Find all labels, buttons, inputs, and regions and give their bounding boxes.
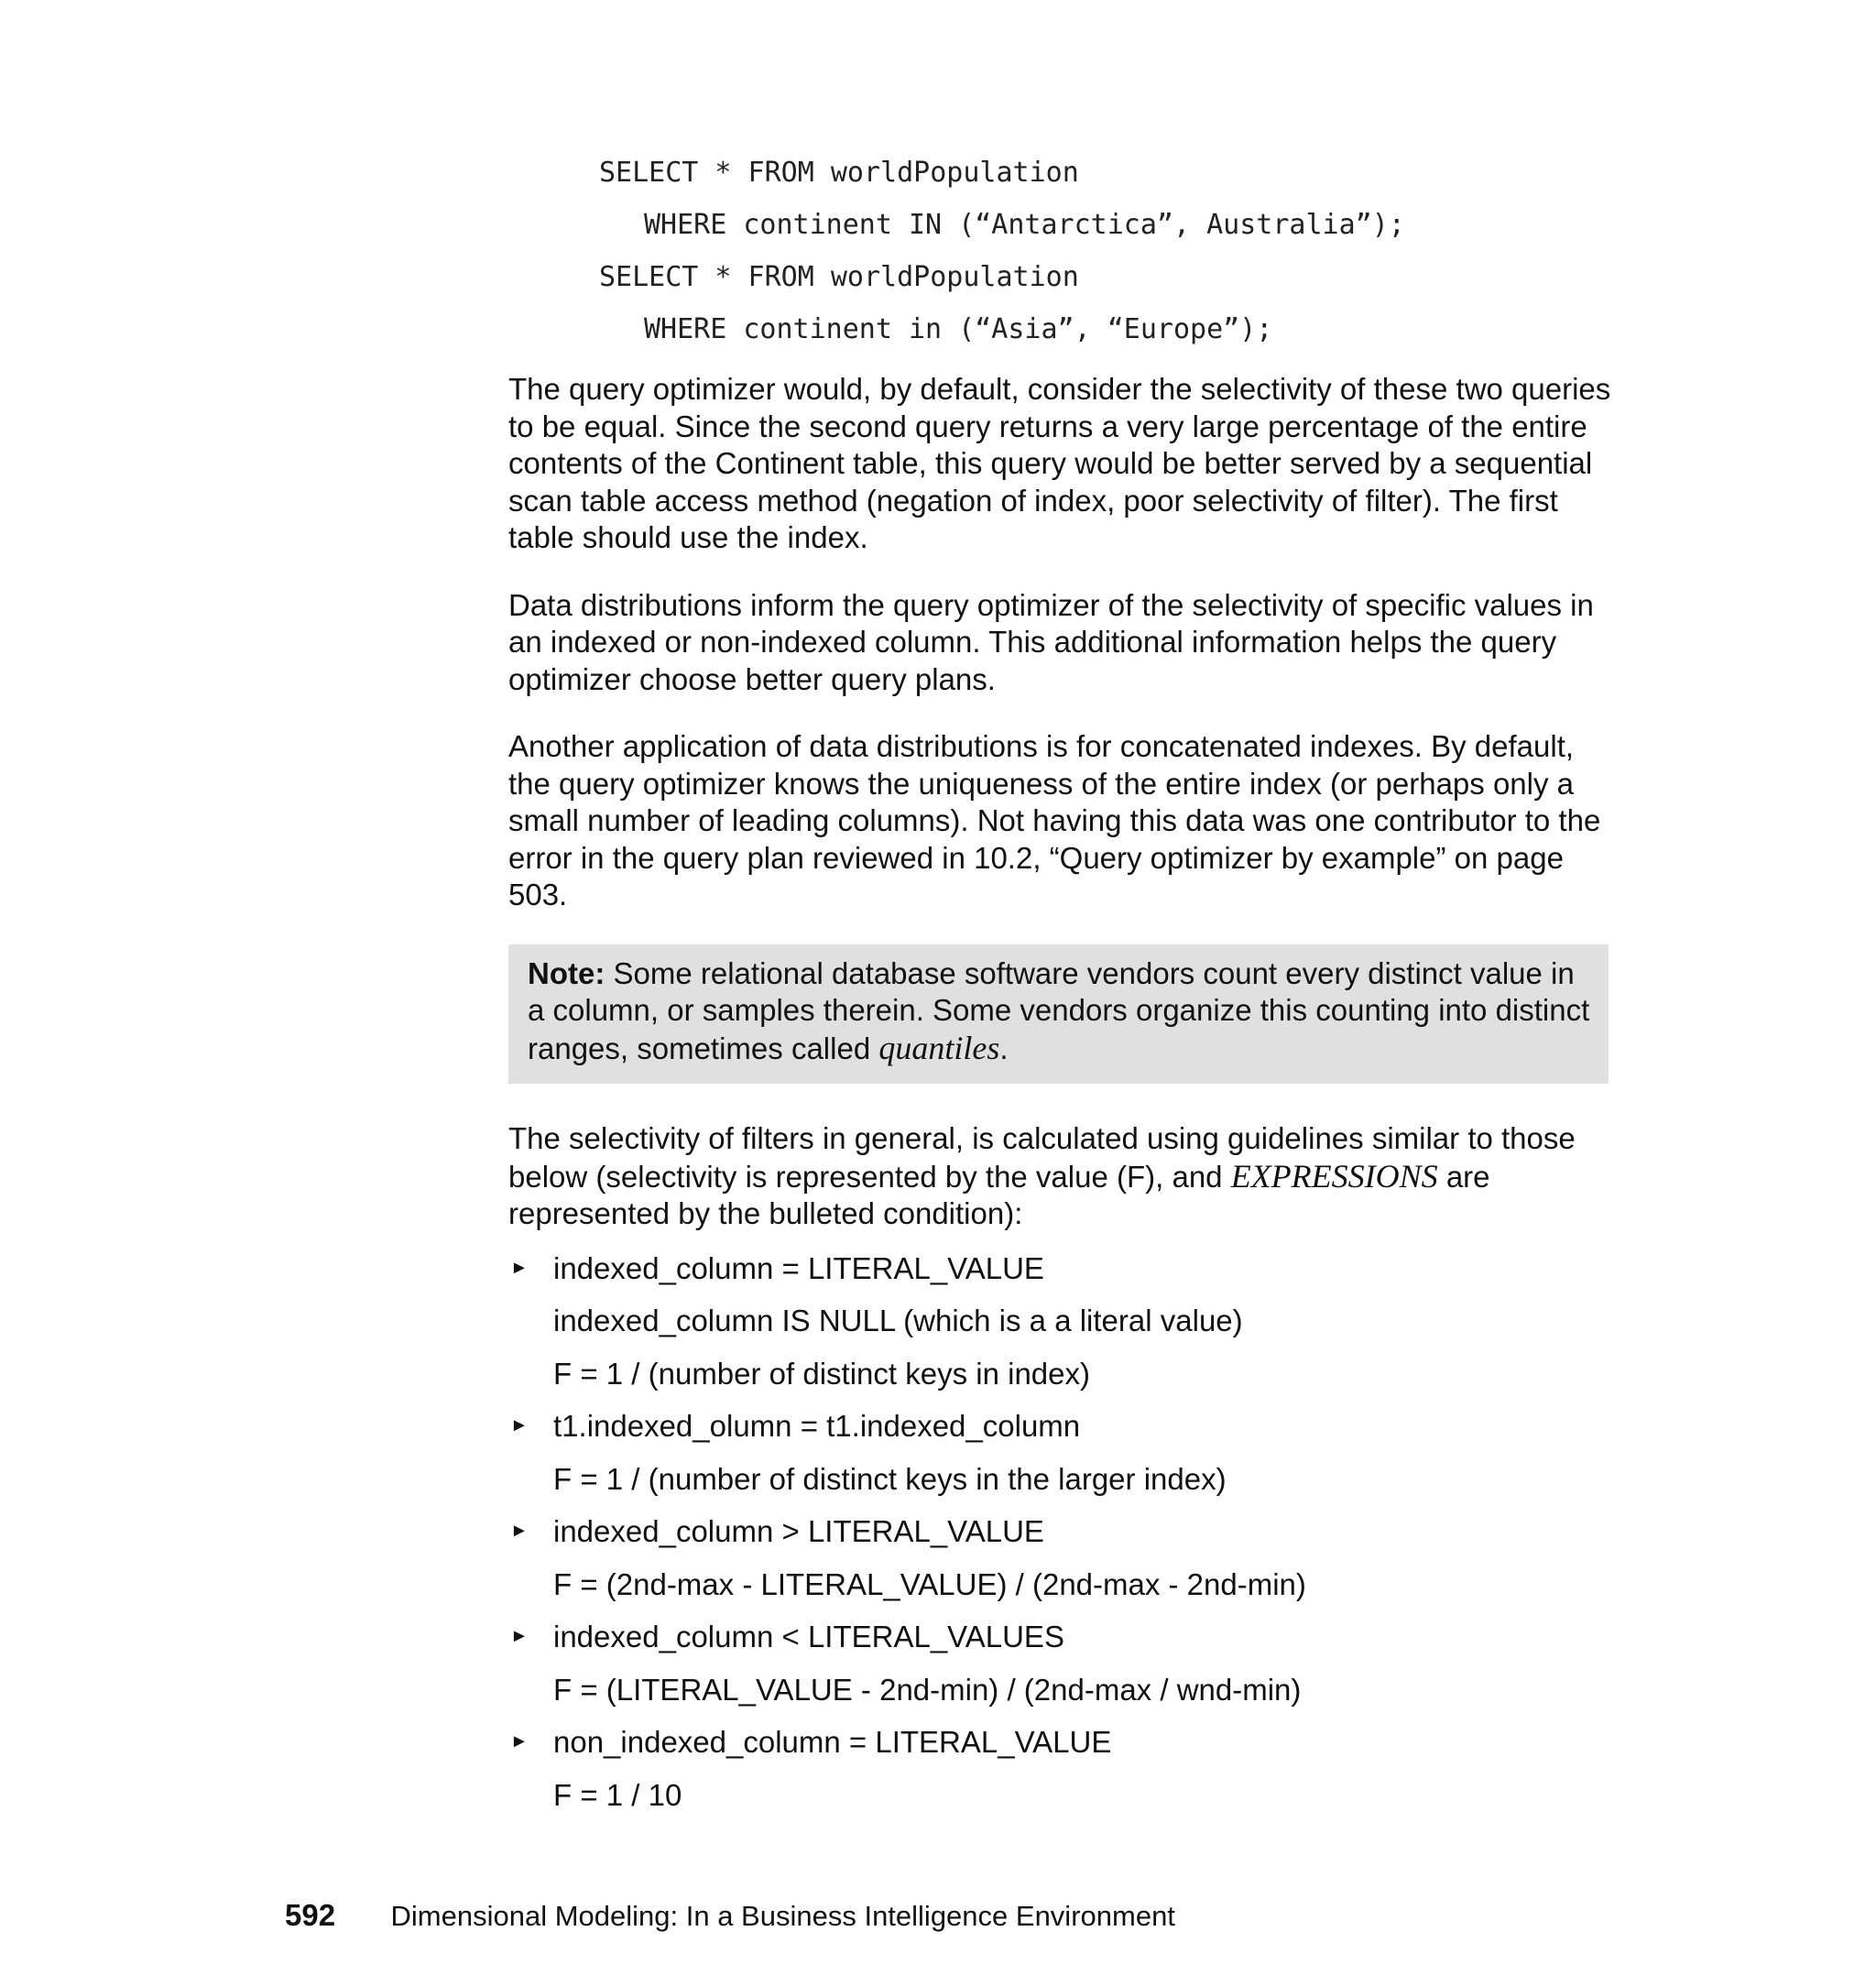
code-line: SELECT * FROM worldPopulation — [599, 261, 1079, 293]
bullet-list — [508, 1242, 1617, 1822]
body-text — [508, 371, 1617, 1821]
bullet-triangle-icon: ► — [510, 1415, 529, 1435]
list-item — [508, 1242, 1617, 1401]
book-title: Dimensional Modeling: In a Business Intelligence Environment — [390, 1900, 1175, 1932]
bullet-triangle-icon: ► — [510, 1731, 529, 1751]
note-box — [508, 944, 1609, 1085]
paragraph: Data distributions inform the query optimizer of the selectivity of specific values in an indexed or non-indexed column. This additional information helps the query optimizer choose better query plans. — [508, 587, 1594, 696]
bullet-line: indexed_column = LITERAL_VALUE — [553, 1250, 1044, 1285]
code-line: WHERE continent IN (“Antarctica”, Australia”); — [644, 209, 1405, 241]
bullet-line: indexed_column > LITERAL_VALUE — [553, 1514, 1044, 1548]
code-line: WHERE continent in (“Asia”, “Europe”); — [644, 313, 1273, 345]
bullet-line: F = (2nd-max - LITERAL_VALUE) / (2nd-max - 2nd-min) — [553, 1566, 1306, 1601]
code-block — [599, 147, 1698, 355]
note-italic-term: quantiles — [878, 1029, 1000, 1066]
list-item — [508, 1505, 1617, 1610]
bullet-triangle-icon: ► — [510, 1626, 529, 1646]
bullet-line: indexed_column IS NULL (which is a a literal value) — [553, 1304, 1243, 1337]
note-end: . — [999, 1031, 1009, 1065]
page-footer — [285, 1898, 1175, 1933]
bullet-line: F = (LITERAL_VALUE - 2nd-min) / (2nd-max / wnd-min) — [553, 1672, 1302, 1707]
bullet-triangle-icon: ► — [510, 1257, 529, 1278]
bullet-line: F = 1 / (number of distinct keys in index) — [553, 1356, 1090, 1391]
paragraph: The query optimizer would, by default, consider the selectivity of these two queries to be equal. Since the second query returns a very large percentage of the entire contents of the Continent table, this query would be better served by a sequential scan table access method (negation of index, poor selectivity of filter). The first table should use the index. — [508, 372, 1611, 554]
selectivity-intro — [508, 1120, 1617, 1233]
list-item — [508, 1716, 1617, 1821]
intro-italic-term: EXPRESSIONS — [1230, 1157, 1438, 1195]
intro-text: The selectivity of filters in general, is calculated using guidelines similar to those below (selectivity is represented by the value (F), and — [508, 1121, 1576, 1194]
list-item — [508, 1610, 1617, 1716]
bullet-line: F = 1 / 10 — [553, 1777, 682, 1812]
bullet-line: non_indexed_column = LITERAL_VALUE — [553, 1725, 1112, 1759]
intro-text-end: are represented by the bulleted condition): — [508, 1159, 1490, 1230]
paragraph: Another application of data distributions is for concatenated indexes. By default, the query optimizer knows the uniqueness of the entire index (or perhaps only a small number of leading columns). Not having this data was one contributor to the error in the query plan reviewed in 10.2, “Query optimizer by example” on page 503. — [508, 729, 1601, 911]
note-text: Some relational database software vendors count every distinct value in a column, or samples therein. Some vendors organize this counting into distinct ranges, sometimes called — [528, 955, 1590, 1065]
bullet-line: indexed_column < LITERAL_VALUES — [553, 1620, 1064, 1653]
bullet-triangle-icon: ► — [510, 1521, 529, 1541]
bullet-line: F = 1 / (number of distinct keys in the larger index) — [553, 1461, 1227, 1496]
list-item — [508, 1400, 1617, 1505]
bullet-line: t1.indexed_olumn = t1.indexed_column — [553, 1409, 1081, 1443]
page-number: 592 — [285, 1898, 336, 1932]
code-line: SELECT * FROM worldPopulation — [599, 157, 1079, 189]
note-label: Note: — [528, 955, 605, 990]
